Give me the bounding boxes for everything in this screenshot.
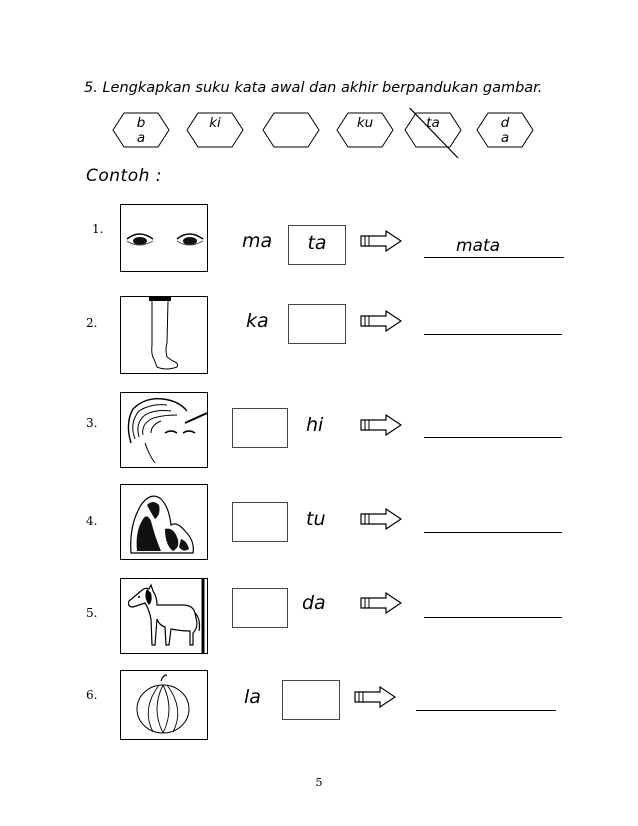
page-number: 5	[315, 776, 323, 789]
arrow-icon	[360, 414, 402, 436]
example-label: Contoh :	[86, 166, 163, 186]
answer-text: mata	[455, 236, 501, 256]
arrow-icon	[354, 686, 396, 708]
pumpkin-picture	[120, 670, 208, 740]
arrow-icon	[360, 592, 402, 614]
given-syllable: hi	[306, 414, 324, 436]
syllable-label: ku	[356, 115, 374, 131]
syllable-box[interactable]	[288, 225, 346, 265]
syllable-label: ki	[209, 115, 221, 131]
answer-line[interactable]	[416, 710, 556, 711]
rock-picture	[120, 484, 208, 560]
item-number: 6.	[86, 688, 98, 702]
answer-line[interactable]	[424, 257, 564, 258]
given-syllable: ma	[242, 230, 273, 252]
syllable-box[interactable]	[282, 680, 340, 720]
answer-line[interactable]	[424, 532, 562, 533]
leg-picture	[120, 296, 208, 374]
item-number: 1.	[92, 222, 104, 236]
given-syllable: tu	[306, 508, 326, 530]
arrow-icon	[360, 230, 402, 252]
syllable-label: d a	[500, 115, 510, 146]
syllable-label: b a	[136, 115, 146, 146]
pumpkin-icon	[121, 671, 207, 739]
syllable-label: ta	[426, 115, 440, 131]
forehead-picture	[120, 392, 208, 468]
forehead-icon	[121, 393, 207, 467]
item-number: 2.	[86, 316, 98, 330]
given-syllable: da	[302, 592, 326, 614]
leg-icon	[121, 297, 207, 373]
given-syllable: la	[244, 686, 261, 708]
item-number: 4.	[86, 514, 98, 528]
eyes-icon	[121, 205, 207, 271]
horse-icon	[121, 579, 207, 653]
syllable-box[interactable]	[288, 304, 346, 344]
rock-icon	[121, 485, 207, 559]
arrow-icon	[360, 508, 402, 530]
item-number: 5.	[86, 606, 98, 620]
cross-out-line	[0, 108, 638, 168]
answer-line[interactable]	[424, 437, 562, 438]
item-number: 3.	[86, 416, 98, 430]
horse-picture	[120, 578, 208, 654]
given-syllable: ka	[246, 310, 269, 332]
answer-line[interactable]	[424, 334, 562, 335]
syllable-box[interactable]	[232, 408, 288, 448]
arrow-icon	[360, 310, 402, 332]
syllable-box[interactable]	[232, 588, 288, 628]
syllable-box[interactable]	[232, 502, 288, 542]
instruction: 5. Lengkapkan suku kata awal dan akhir berpandukan gambar.	[84, 80, 543, 96]
eyes-picture	[120, 204, 208, 272]
answer-line[interactable]	[424, 617, 562, 618]
syllable-options	[0, 108, 638, 152]
box-syllable: ta	[307, 232, 327, 254]
